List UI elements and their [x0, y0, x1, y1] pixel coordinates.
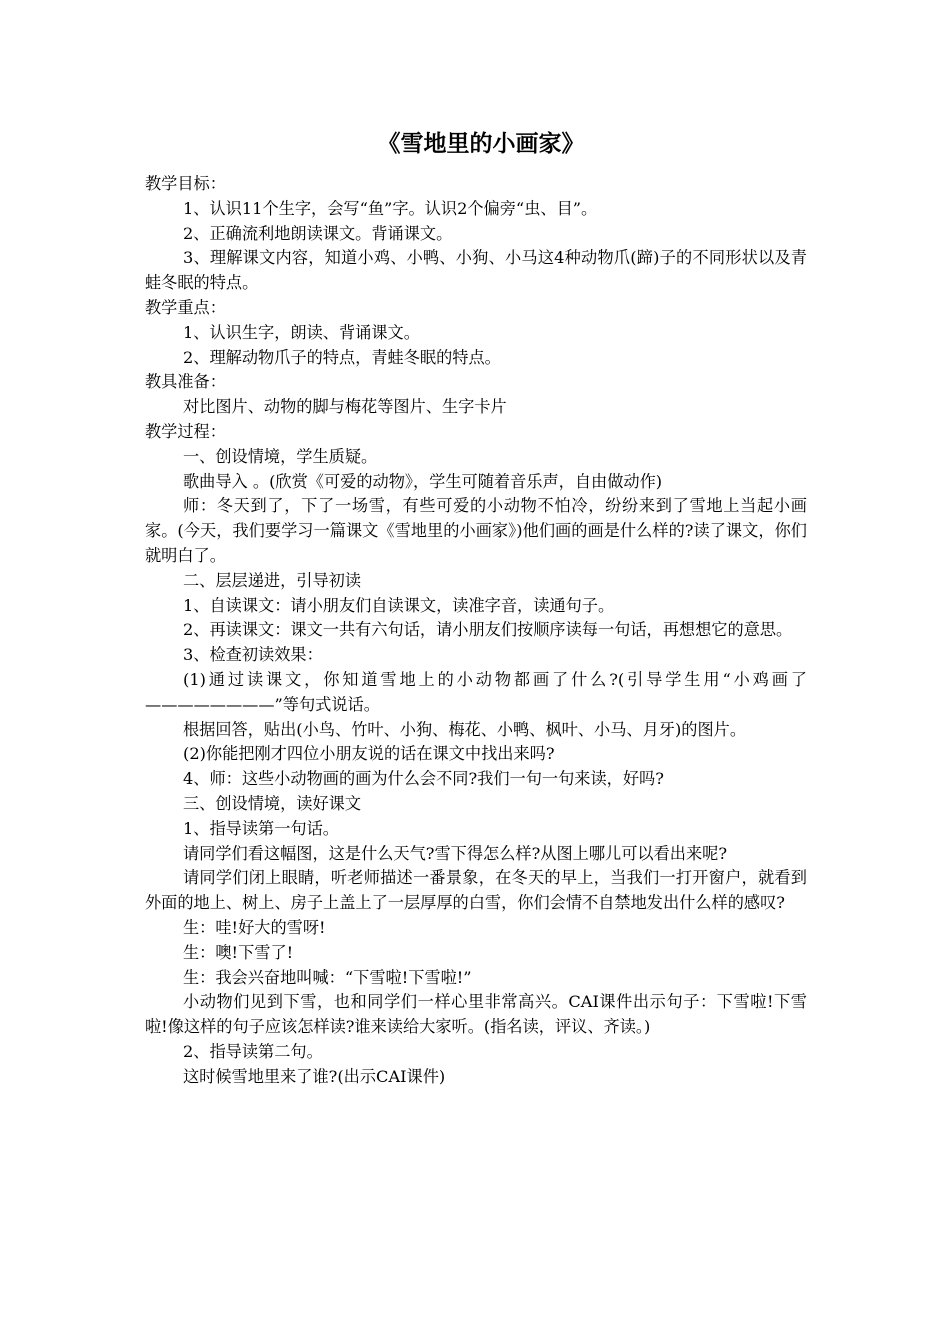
- body-paragraph: 一、创设情境，学生质疑。: [183, 446, 378, 466]
- body-paragraph: 歌曲导入 。(欣赏《可爱的动物》，学生可随着音乐声，自由做动作): [183, 471, 663, 491]
- body-paragraph: 3、检查初读效果：: [183, 645, 323, 665]
- document-title: 《雪地里的小画家》: [377, 130, 585, 157]
- section-heading: 教具准备：: [145, 372, 226, 392]
- body-paragraph: (2)你能把刚才四位小朋友说的话在课文中找出来吗?: [183, 744, 555, 764]
- section-heading: 教学重点：: [145, 297, 226, 317]
- body-paragraph: 生：噢!下雪了!: [183, 942, 294, 962]
- body-paragraph: 请同学们看这幅图，这是什么天气?雪下得怎么样?从图上哪儿可以看出来呢?: [183, 843, 728, 863]
- body-paragraph: 根据回答，贴出(小鸟、竹叶、小狗、梅花、小鸭、枫叶、小马、月牙)的图片。: [183, 719, 747, 739]
- body-paragraph: 小动物们见到下雪，也和同学们一样心里非常高兴。CAI课件出示句子：下雪啦!下雪啦!像这样的句子应该怎样读?谁来读给大家听。(指名读，评议、齐读。): [145, 992, 807, 1037]
- body-paragraph: 二、层层递进，引导初读: [183, 570, 362, 590]
- body-paragraph: 生：我会兴奋地叫喊：“下雪啦!下雪啦!”: [183, 967, 472, 987]
- body-paragraph: 这时候雪地里来了谁?(出示CAI课件): [183, 1066, 446, 1086]
- body-paragraph: 2、理解动物爪子的特点，青蛙冬眠的特点。: [183, 347, 501, 367]
- body-paragraph: 请同学们闭上眼睛，听老师描述一番景象，在冬天的早上，当我们一打开窗户，就看到外面的地上、树上、房子上盖上了一层厚厚的白雪，你们会情不自禁地发出什么样的感叹?: [145, 868, 807, 913]
- section-heading: 教学目标：: [145, 174, 226, 193]
- body-paragraph: 1、自读课文：请小朋友们自读课文，读准字音，读通句子。: [183, 595, 615, 615]
- document-page: [145, 128, 807, 1089]
- body-paragraph: 师：冬天到了，下了一场雪，有些可爱的小动物不怕冷，纷纷来到了雪地上当起小画家。(今天，我们要学习一篇课文《雪地里的小画家》)他们画的画是什么样的?读了课文，你们就明白了。: [145, 496, 807, 565]
- body-paragraph: 2、指导读第二句。: [183, 1041, 323, 1061]
- body-paragraph: 1、认识生字，朗读、背诵课文。: [183, 322, 420, 342]
- body-paragraph: 4、师：这些小动物画的画为什么会不同?我们一句一句来读，好吗?: [183, 769, 664, 789]
- body-paragraph: 1、认识11个生字，会写“鱼”字。认识2个偏旁“虫、目”。: [183, 198, 598, 218]
- document-body: [145, 172, 807, 1089]
- section-heading: 教学过程：: [145, 421, 226, 441]
- body-paragraph: 对比图片、动物的脚与梅花等图片、生字卡片: [183, 397, 507, 417]
- body-paragraph: 1、指导读第一句话。: [183, 818, 339, 838]
- body-paragraph: 2、再读课文：课文一共有六句话，请小朋友们按顺序读每一句话，再想想它的意思。: [183, 620, 793, 640]
- body-paragraph: 2、正确流利地朗读课文。背诵课文。: [183, 223, 453, 243]
- body-paragraph: 三、创设情境，读好课文: [183, 793, 362, 813]
- body-paragraph: (1)通过读课文，你知道雪地上的小动物都画了什么?(引导学生用“小鸡画了————————”等句式说话。: [145, 669, 807, 714]
- body-paragraph: 3、理解课文内容，知道小鸡、小鸭、小狗、小马这4种动物爪(蹄)子的不同形状以及青蛙冬眠的特点。: [145, 248, 807, 293]
- body-paragraph: 生：哇!好大的雪呀!: [183, 917, 326, 937]
